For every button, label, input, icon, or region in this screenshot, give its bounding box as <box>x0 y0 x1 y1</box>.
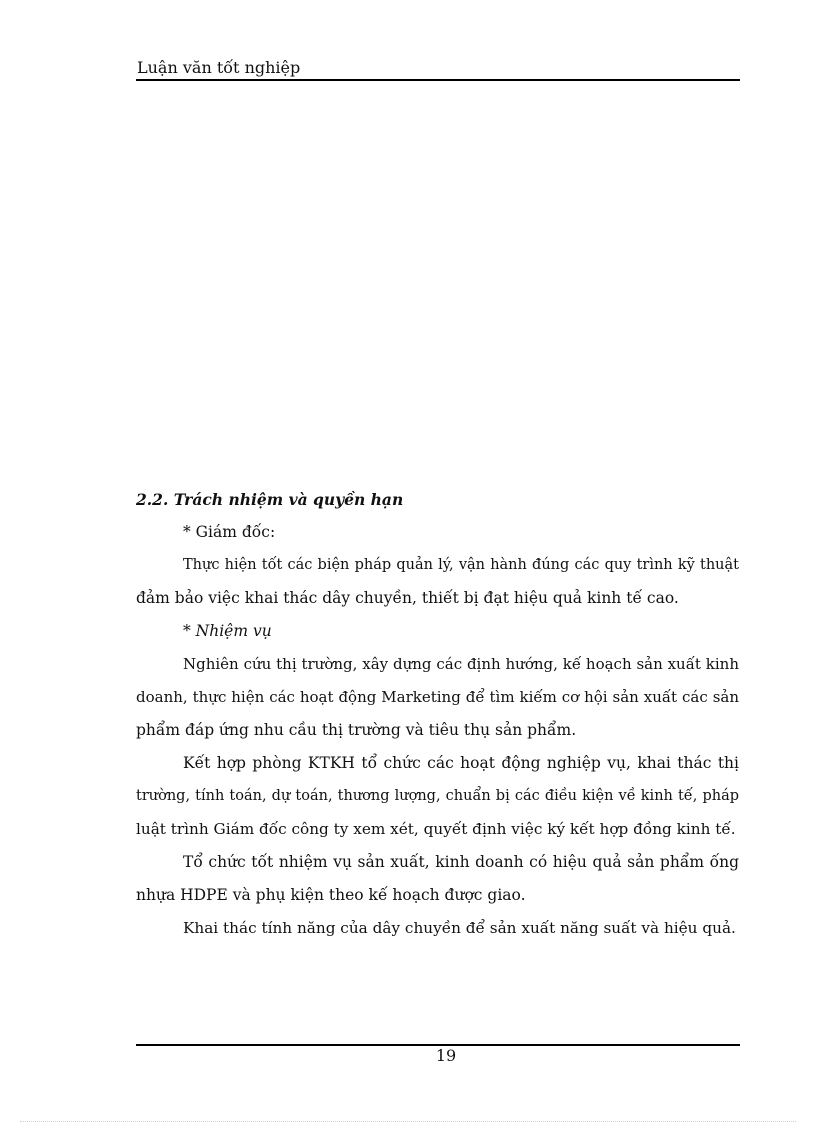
paragraph-line: Tổ chức tốt nhiệm vụ sản xuất, kinh doanh có hiệu quả sản phẩm ống <box>183 853 739 871</box>
paragraph-line: Kết hợp phòng KTKH tổ chức các hoạt động nghiệp vụ, khai thác thị <box>183 754 739 772</box>
paragraph-line: nhựa HDPE và phụ kiện theo kế hoạch được giao. <box>136 886 526 904</box>
paragraph-line: Thực hiện tốt các biện pháp quản lý, vận hành đúng các quy trình kỹ thuật <box>183 557 739 573</box>
section-heading: 2.2. Trách nhiệm và quyền hạn <box>136 490 404 509</box>
paragraph-capacity: Khai thác tính năng của dây chuyền để sản xuất năng suất và hiệu quả. <box>183 919 736 937</box>
paragraph-line: đảm bảo việc khai thác dây chuyền, thiết bị đạt hiệu quả kinh tế cao. <box>136 589 679 607</box>
paragraph-line: trường, tính toán, dự toán, thương lượng, chuẩn bị các điều kiện về kinh tế, pháp <box>136 788 739 804</box>
running-header-title: Luận văn tốt nghiệp <box>137 58 301 77</box>
paragraph-coordination <box>136 747 739 846</box>
paragraph-line: phẩm đáp ứng nhu cầu thị trường và tiêu thụ sản phẩm. <box>136 721 577 739</box>
body-text <box>136 484 739 945</box>
paragraph-line: luật trình Giám đốc công ty xem xét, quyết định việc ký kết hợp đồng kinh tế. <box>136 820 736 838</box>
paragraph-responsibilities <box>136 549 739 615</box>
duties-label: * Nhiệm vụ <box>183 622 272 640</box>
paragraph-line: doanh, thực hiện các hoạt động Marketing để tìm kiếm cơ hội sản xuất các sản <box>136 688 739 706</box>
paragraph-production <box>136 846 739 912</box>
header-rule <box>136 79 740 81</box>
director-label: * Giám đốc: <box>183 523 276 541</box>
page-edge-divider <box>20 1121 796 1122</box>
paragraph-market-research <box>136 648 739 747</box>
paragraph-line: Nghiên cứu thị trường, xây dựng các định hướng, kế hoạch sản xuất kinh <box>183 655 739 673</box>
page-number: 19 <box>435 1046 457 1065</box>
